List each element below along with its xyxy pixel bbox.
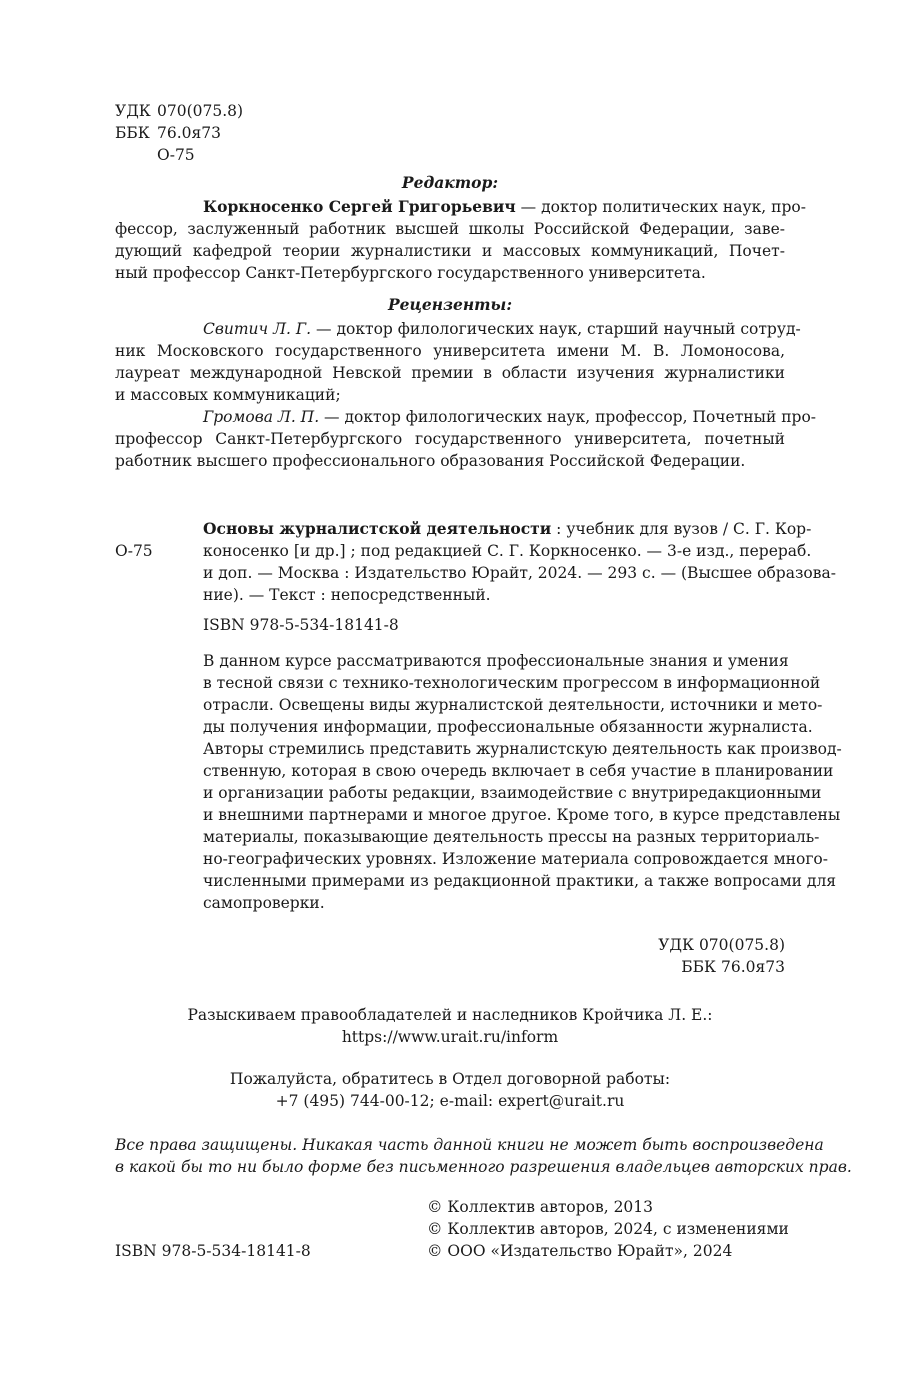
bbk-label: ББК: [115, 124, 150, 142]
bbk-value: 76.0я73: [157, 124, 222, 142]
author-mark-row: [115, 144, 243, 166]
udk-value: 070(075.8): [157, 102, 244, 120]
copyright-notice-line-1: Все права защищены. Никакая часть данной книги не может быть воспроизведена: [115, 1136, 824, 1154]
editor-line-4: ный профессор Санкт-Петербургского государственного университета.: [115, 264, 706, 282]
abstract: [203, 650, 842, 914]
book-title: Основы журналистской деятельности: [203, 519, 552, 538]
classification-block: [115, 100, 243, 166]
contact-line-2: +7 (495) 744-00-12; e-mail: expert@urait.ru: [275, 1092, 625, 1110]
codes-right: [485, 934, 785, 978]
abstract-line: материалы, показывающие деятельность прессы на разных территориаль-: [203, 828, 820, 846]
bibliography-record: [203, 518, 836, 606]
copyright-line: © Коллектив авторов, 2024, с изменениями: [427, 1220, 789, 1238]
abstract-line: Авторы стремились представить журналистскую деятельность как производ-: [203, 740, 842, 758]
abstract-line: ственную, которая в свою очередь включает в себя участие в планировании: [203, 762, 834, 780]
bibliography-line-1: Основы журналистской деятельности : учебник для вузов / С. Г. Кор-: [203, 519, 812, 538]
reviewer-2-line-3: работник высшего профессионального образования Российской Федерации.: [115, 452, 746, 470]
udk-row: [115, 100, 243, 122]
footer-isbn: ISBN 978-5-534-18141-8: [115, 1242, 311, 1260]
copyright-notice-line-2: в какой бы то ни было форме без письменного разрешения владельцев авторских прав.: [115, 1158, 852, 1176]
editor-line-2: фессор, заслуженный работник высшей школы Российской Федерации, заве-: [115, 220, 785, 238]
contact-line-1: Пожалуйста, обратитесь в Отдел договорной работы:: [229, 1070, 671, 1088]
abstract-line: В данном курсе рассматриваются профессиональные знания и умения: [203, 652, 789, 670]
editor-line-1: Коркносенко Сергей Григорьевич — доктор политических наук, про-: [203, 197, 806, 216]
copyright-line: © ООО «Издательство Юрайт», 2024: [427, 1242, 733, 1260]
rights-search-url[interactable]: https://www.urait.ru/inform: [341, 1028, 559, 1046]
editor-line-3: дующий кафедрой теории журналистики и массовых коммуникаций, Почет-: [115, 242, 785, 260]
editor-name: Коркносенко Сергей Григорьевич: [203, 197, 516, 216]
rights-search-line-1: Разыскиваем правообладателей и наследников Кройчика Л. Е.:: [187, 1006, 713, 1024]
reviewer-2-name: Громова Л. П.: [203, 408, 320, 426]
footer-copyrights: [427, 1196, 789, 1262]
bibliography-line-3: и доп. — Москва : Издательство Юрайт, 2024. — 293 с. — (Высшее образова-: [203, 564, 836, 582]
abstract-line: в тесной связи с технико-технологическим прогрессом в информационной: [203, 674, 821, 692]
reviewer-2-line-2: профессор Санкт-Петербургского государственного университета, почетный: [115, 430, 785, 448]
abstract-line: ды получения информации, профессиональные обязанности журналиста.: [203, 718, 813, 736]
reviewer-2-line-1: Громова Л. П. — доктор филологических наук, профессор, Почетный про-: [203, 408, 817, 426]
rights-search-notice: [115, 1004, 785, 1048]
author-mark: О-75: [157, 146, 195, 164]
bbk-row: [115, 122, 243, 144]
reviewers-section: [115, 318, 817, 472]
abstract-line: численными примерами из редакционной практики, а также вопросами для: [203, 872, 837, 890]
reviewer-1-line-2: ник Московского государственного университета имени М. В. Ломоносова,: [115, 342, 785, 360]
udk-label: УДК: [115, 102, 151, 120]
reviewer-1-line-3: лауреат международной Невской премии в области изучения журналистики: [115, 364, 785, 382]
bibliography-isbn: ISBN 978-5-534-18141-8: [203, 616, 399, 634]
abstract-line: но-географических уровнях. Изложение материала сопровождается много-: [203, 850, 829, 868]
reviewers-heading: Рецензенты:: [387, 295, 513, 314]
editor-section: [115, 196, 806, 284]
abstract-line: самопроверки.: [203, 894, 325, 912]
copyright-notice: [115, 1134, 852, 1178]
reviewer-1-line-1: Свитич Л. Г. — доктор филологических наук, старший научный сотруд-: [203, 320, 801, 338]
bibliography-mark: О-75: [115, 542, 153, 560]
copyright-line: © Коллектив авторов, 2013: [427, 1198, 654, 1216]
bibliography-line-2: коносенко [и др.] ; под редакцией С. Г. Коркносенко. — 3-е изд., перераб.: [203, 542, 812, 560]
abstract-line: и организации работы редакции, взаимодействие с внутриредакционными: [203, 784, 822, 802]
abstract-line: и внешними партнерами и многое другое. Кроме того, в курсе представлены: [203, 806, 841, 824]
reviewer-1-name: Свитич Л. Г.: [203, 320, 312, 338]
reviewer-1-line-4: и массовых коммуникаций;: [115, 386, 341, 404]
contact-notice: [115, 1068, 785, 1112]
bibliography-line-4: ние). — Текст : непосредственный.: [203, 586, 491, 604]
udk-right: УДК 070(075.8): [658, 936, 785, 954]
bbk-right: ББК 76.0я73: [681, 958, 785, 976]
abstract-line: отрасли. Освещены виды журналистской деятельности, источники и мето-: [203, 696, 823, 714]
editor-heading: Редактор:: [401, 173, 499, 192]
